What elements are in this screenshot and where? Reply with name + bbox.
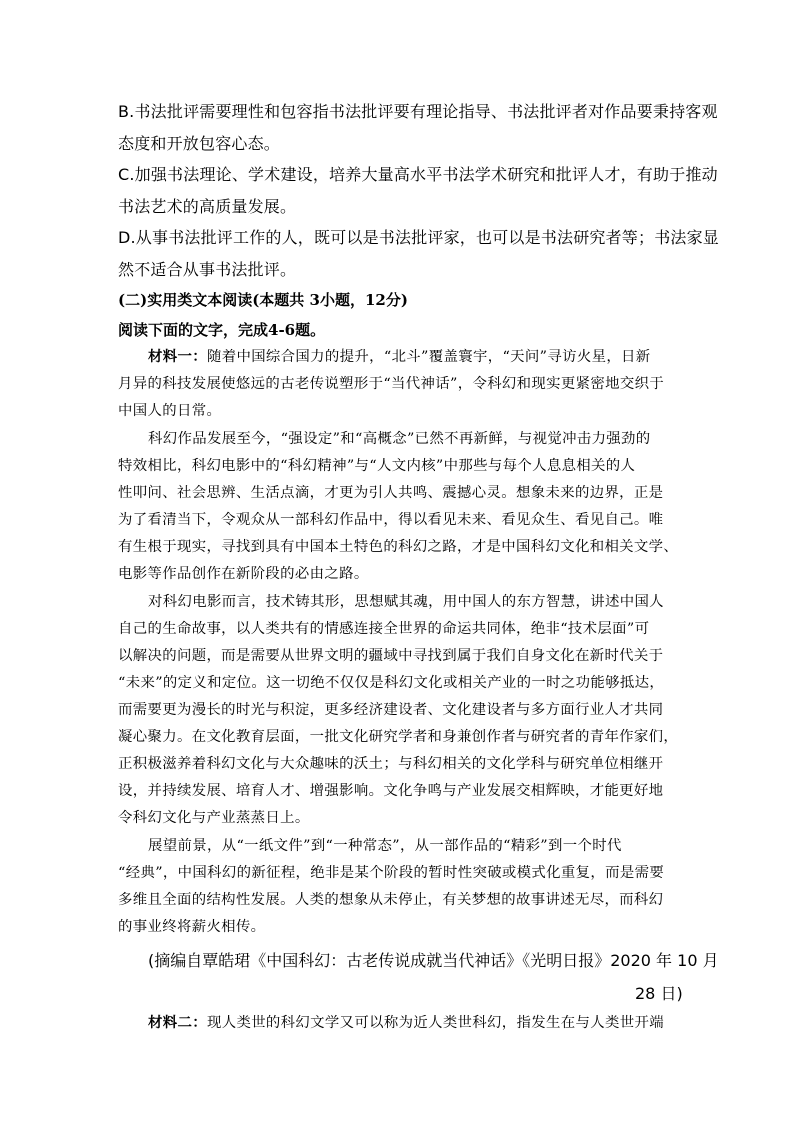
material-1-line: 科幻作品发展至今，“强设定”和“高概念”已然不再新鲜，与视觉冲击力强劲的 [148, 431, 651, 447]
section-heading: (二)实用类文本阅读(本题共 3小题，12分) [118, 291, 408, 309]
option-c-line-2: 书法艺术的高质量发展。 [118, 197, 297, 216]
option-d-line-1: D.从事书法批评工作的人，既可以是书法批评家，也可以是书法研究者等；书法家显 [118, 228, 720, 247]
material-1-line: 自己的生命故事，以人类共有的情感连接全世界的命运共同体，绝非“技术层面”可 [118, 621, 650, 637]
option-b-line-2: 态度和开放包容心态。 [118, 134, 281, 153]
material-1-line: 电影等作品创作在新阶段的必由之路。 [118, 566, 369, 582]
material-1-line: 对科幻电影而言，技术铸其形，思想赋其魂，用中国人的东方智慧，讲述中国人 [148, 594, 664, 610]
material-1-line: 设，并持续发展、培育人才、增强影响。文化争鸣与产业发展交相辉映，才能更好地 [118, 783, 664, 799]
source-citation-line-1: (摘编自覃皓珺《中国科幻：古老传说成就当代神话》《光明日报》2020 年 10 月 [148, 951, 719, 970]
material-1-line: 以解决的问题，而是需要从世界文明的疆域中寻找到属于我们自身文化在新时代关于 [118, 648, 664, 664]
material-1-line: 性叩问、社会思辨、生活点滴，才更为引人共鸣、震撼心灵。想象未来的边界，正是 [118, 485, 664, 501]
option-d-line-2: 然不适合从事书法批评。 [118, 260, 297, 279]
material-1-line: “经典”，中国科幻的新征程，绝非是某个阶段的暂时性突破或模式化重复，而是需要 [118, 865, 665, 881]
material-1-line: 有生根于现实，寻找到具有中国本土特色的科幻之路，才是中国科幻文化和相关文学、 [118, 539, 679, 555]
section-instruction: 阅读下面的文字，完成4-6题。 [118, 321, 326, 339]
option-c-line-1: C.加强书法理论、学术建设，培养大量高水平书法学术研究和批评人才，有助于推动 [118, 165, 718, 184]
material-1-line: 凝心聚力。在文化教育层面，一批文化研究学者和身兼创作者与研究者的青年作家们， [118, 729, 679, 745]
material-1-line: 材料一：随着中国综合国力的提升，“北斗”覆盖寰宇，“天问”寻访火星，日新 [148, 348, 651, 365]
material-1-line: 为了看清当下，令观众从一部科幻作品中，得以看见未来、看见众生、看见自己。唯 [118, 512, 664, 528]
material-1-line: 而需要更为漫长的时光与积淀，更多经济建设者、文化建设者与多方面行业人才共同 [118, 702, 664, 718]
material-1-line: 令科幻文化与产业蒸蒸日上。 [118, 810, 310, 826]
material-2-label: 材料二： [148, 1014, 207, 1031]
material-1-line: 月异的科技发展使悠远的古老传说塑形于“当代神话”，令科幻和现实更紧密地交织于 [118, 376, 665, 392]
material-1-label: 材料一： [148, 348, 207, 365]
material-1-line: 展望前景，从“一纸文件”到“一种常态”，从一部作品的“精彩”到一个时代 [148, 838, 622, 854]
material-1-line: 多维且全面的结构性发展。人类的想象从未停止，有关梦想的故事讲述无尽，而科幻 [118, 892, 664, 908]
source-citation-line-2: 28 日) [635, 984, 683, 1003]
material-1-line: 的事业终将薪火相传。 [118, 919, 266, 935]
option-b-line-1: B.书法批评需要理性和包容指书法批评要有理论指导、书法批评者对作品要秉持客观 [118, 102, 718, 121]
material-1-line: “未来”的定义和定位。这一切绝不仅仅是科幻文化或相关产业的一时之功能够抵达， [118, 675, 665, 691]
material-1-line: 正积极滋养着科幻文化与大众趣味的沃土；与科幻相关的文化学科与研究单位相继开 [118, 756, 664, 772]
material-1-line: 中国人的日常。 [118, 403, 222, 419]
material-1-line: 特效相比，科幻电影中的“科幻精神”与“人文内核”中那些与每个人息息相关的人 [118, 458, 636, 474]
material-2-line: 材料二：现人类世的科幻文学又可以称为近人类世科幻，指发生在与人类世开端 [148, 1014, 664, 1031]
